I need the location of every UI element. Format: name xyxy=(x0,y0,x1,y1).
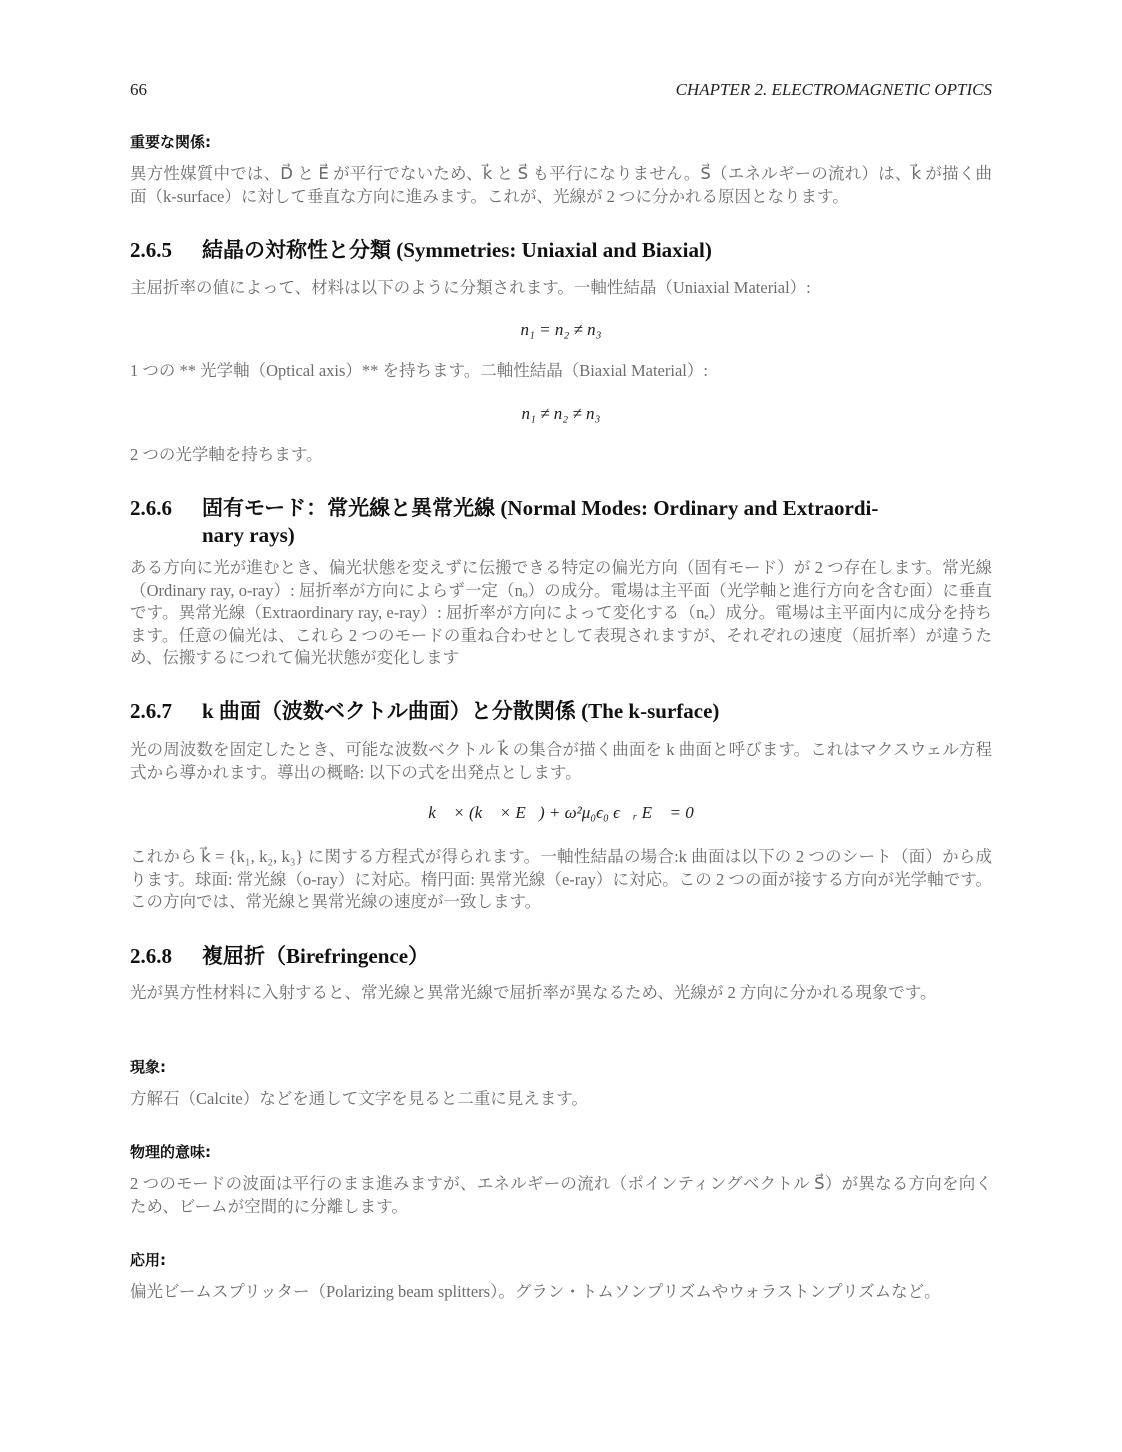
paragraph-title-physical-meaning: 物理的意味: xyxy=(130,1143,211,1161)
section-heading-2-6-8 xyxy=(130,943,992,970)
paragraph-k-surface-sheets: これから k⃗ = {k₁, k₂, k₃} に関する方程式が得られます。一軸性結晶の場合:k 曲面は以下の 2 つのシート（面）から成ります。球面: 常光線（o-ray）に対応。楕円面: 異常光線（e-ray）に対応。この 2 つの面が接する方向が光学軸です。この方向では、常光線と異常光線の速度が一致します。 xyxy=(130,847,992,911)
equation-biaxial: n₁ ≠ n₂ ≠ n₃ xyxy=(521,404,601,423)
section-title: 複屈折（Birefringence） xyxy=(202,944,430,968)
section-number: 2.6.8 xyxy=(130,944,172,968)
paragraph-phenomenon: 方解石（Calcite）などを通して文字を見ると二重に見えます。 xyxy=(130,1089,588,1108)
paragraph-classification-intro: 主屈折率の値によって、材料は以下のように分類されます。一軸性結晶（Uniaxial Material）: xyxy=(130,278,811,297)
paragraph-k-surface-intro: 光の周波数を固定したとき、可能な波数ベクトル k⃗ の集合が描く曲面を k 曲面と呼びます。これはマクスウェル方程式から導かれます。導出の概略: 以下の式を出発点とします。 xyxy=(130,740,992,782)
running-head xyxy=(130,80,992,102)
section-title-line-2: nary rays) xyxy=(202,523,295,547)
section-title: 結晶の対称性と分類 (Symmetries: Uniaxial and Biaxial) xyxy=(202,238,712,262)
paragraph-uniaxial-axis: 1 つの ** 光学軸（Optical axis）** を持ちます。二軸性結晶（Biaxial Material）: xyxy=(130,361,708,380)
section-number: 2.6.5 xyxy=(130,238,172,262)
paragraph-physical-meaning: 2 つのモードの波面は平行のまま進みますが、エネルギーの流れ（ポインティングベクトル S⃗）が異なる方向を向くため、ビームが空間的に分離します。 xyxy=(130,1174,992,1216)
section-number: 2.6.6 xyxy=(130,496,172,520)
paragraph-application: 偏光ビームスプリッター（Polarizing beam splitters）。グラン・トムソンプリズムやウォラストンプリズムなど。 xyxy=(130,1282,941,1301)
section-heading-2-6-6 xyxy=(130,495,992,549)
section-heading-2-6-7 xyxy=(130,698,992,725)
paragraph-biaxial-axis: 2 つの光学軸を持ちます。 xyxy=(130,445,323,464)
page-number: 66 xyxy=(130,80,147,99)
paragraph-normal-modes: ある方向に光が進むとき、偏光状態を変えずに伝搬できる特定の偏光方向（固有モード）が 2 つ存在します。常光線（Ordinary ray, o-ray）: 屈折率が方向によらず一定（nₒ）の成分。電場は主平面（光学軸と進行方向を含む面）に垂直です。異常光線（Extraordinary ray, e-ray）: 屈折率が方向によって変化する（nₑ）成分。電場は主平面内に成分を持ちます。任意の偏光は、これら 2 つのモードの重ね合わせとして表現されますが、それぞれの速度（屈折率）が違うため、伝搬するにつれて偏光状態が変化します xyxy=(130,558,992,667)
paragraph-important-relation: 異方性媒質中では、D⃗ と E⃗ が平行でないため、k⃗ と S⃗ も平行になりません。S⃗（エネルギーの流れ）は、k⃗ が描く曲面（k-surface）に対して垂直な方向に進みます。これが、光線が 2 つに分かれる原因となります。 xyxy=(130,164,992,206)
equation-uniaxial: n₁ = n₂ ≠ n₃ xyxy=(520,320,602,339)
section-heading-2-6-5 xyxy=(130,237,992,264)
equation-wave: k⃗ × (k⃗ × E⃗) + ω²μ₀ϵ₀ ϵ⃡ᵣ E⃗ = 0 xyxy=(428,803,694,822)
paragraph-title-important-relation: 重要な関係: xyxy=(130,133,211,151)
paragraph-title-application: 応用: xyxy=(130,1251,166,1269)
paragraph-birefringence: 光が異方性材料に入射すると、常光線と異常光線で屈折率が異なるため、光線が 2 方向に分かれる現象です。 xyxy=(130,983,937,1002)
section-title-line-1: 固有モード：常光線と異常光線 (Normal Modes: Ordinary and Extraordi- xyxy=(202,496,879,520)
chapter-title: CHAPTER 2. ELECTROMAGNETIC OPTICS xyxy=(675,80,992,99)
section-number: 2.6.7 xyxy=(130,699,172,723)
paragraph-title-phenomenon: 現象: xyxy=(130,1058,166,1076)
section-title: k 曲面（波数ベクトル曲面）と分散関係 (The k-surface) xyxy=(202,699,720,723)
